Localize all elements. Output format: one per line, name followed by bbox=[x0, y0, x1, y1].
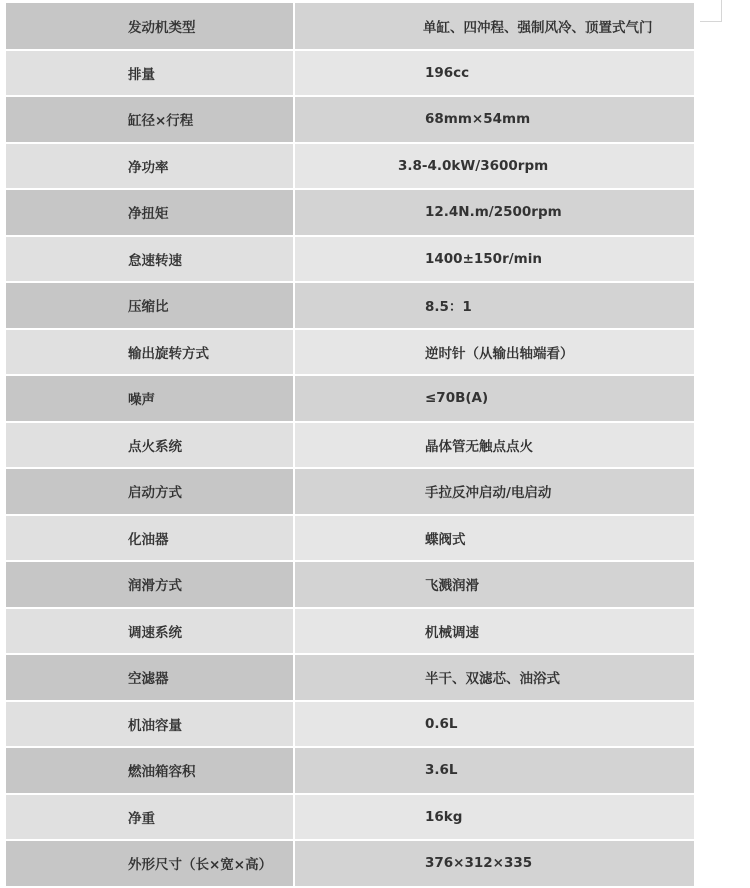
spec-value: 单缸、四冲程、强制风冷、顶置式气门 bbox=[294, 3, 694, 50]
table-row bbox=[6, 375, 694, 422]
table-row bbox=[6, 329, 694, 376]
spec-label: 外形尺寸（长×宽×高） bbox=[6, 840, 294, 887]
table-row bbox=[6, 96, 694, 143]
spec-value: 0.6L bbox=[294, 701, 694, 748]
spec-value: 飞溅润滑 bbox=[294, 561, 694, 608]
spec-label: 净扭矩 bbox=[6, 189, 294, 236]
table-row bbox=[6, 236, 694, 283]
spec-label: 启动方式 bbox=[6, 468, 294, 515]
spec-value: 3.6L bbox=[294, 747, 694, 794]
spec-value: 1400±150r/min bbox=[294, 236, 694, 283]
table-row bbox=[6, 282, 694, 329]
spec-label: 排量 bbox=[6, 50, 294, 97]
table-row bbox=[6, 189, 694, 236]
page-corner-mark bbox=[700, 0, 722, 22]
spec-label: 净重 bbox=[6, 794, 294, 841]
spec-label: 净功率 bbox=[6, 143, 294, 190]
spec-label: 发动机类型 bbox=[6, 3, 294, 50]
spec-value: 逆时针（从输出轴端看） bbox=[294, 329, 694, 376]
table-row bbox=[6, 143, 694, 190]
table-row bbox=[6, 561, 694, 608]
spec-label: 输出旋转方式 bbox=[6, 329, 294, 376]
spec-label: 缸径×行程 bbox=[6, 96, 294, 143]
table-row bbox=[6, 3, 694, 50]
spec-value: 蝶阀式 bbox=[294, 515, 694, 562]
spec-value: 3.8-4.0kW/3600rpm bbox=[294, 143, 694, 190]
spec-label: 怠速转速 bbox=[6, 236, 294, 283]
spec-value: 68mm×54mm bbox=[294, 96, 694, 143]
spec-label: 压缩比 bbox=[6, 282, 294, 329]
spec-value: 机械调速 bbox=[294, 608, 694, 655]
spec-value: 8.5：1 bbox=[294, 282, 694, 329]
table-row bbox=[6, 422, 694, 469]
spec-label: 调速系统 bbox=[6, 608, 294, 655]
spec-value: 12.4N.m/2500rpm bbox=[294, 189, 694, 236]
table-row bbox=[6, 50, 694, 97]
spec-label: 噪声 bbox=[6, 375, 294, 422]
spec-value: 196cc bbox=[294, 50, 694, 97]
table-row bbox=[6, 794, 694, 841]
table-row bbox=[6, 747, 694, 794]
table-row bbox=[6, 840, 694, 887]
spec-label: 点火系统 bbox=[6, 422, 294, 469]
spec-label: 空滤器 bbox=[6, 654, 294, 701]
spec-label: 燃油箱容积 bbox=[6, 747, 294, 794]
spec-value: 晶体管无触点点火 bbox=[294, 422, 694, 469]
spec-value: 376×312×335 bbox=[294, 840, 694, 887]
spec-value: 半干、双滤芯、油浴式 bbox=[294, 654, 694, 701]
spec-value: ≤70B(A) bbox=[294, 375, 694, 422]
spec-label: 机油容量 bbox=[6, 701, 294, 748]
spec-label: 润滑方式 bbox=[6, 561, 294, 608]
specification-table bbox=[6, 3, 694, 888]
spec-value: 16kg bbox=[294, 794, 694, 841]
table-row bbox=[6, 468, 694, 515]
table-row bbox=[6, 654, 694, 701]
table-row bbox=[6, 515, 694, 562]
spec-value: 手拉反冲启动/电启动 bbox=[294, 468, 694, 515]
table-row bbox=[6, 701, 694, 748]
spec-label: 化油器 bbox=[6, 515, 294, 562]
table-row bbox=[6, 608, 694, 655]
